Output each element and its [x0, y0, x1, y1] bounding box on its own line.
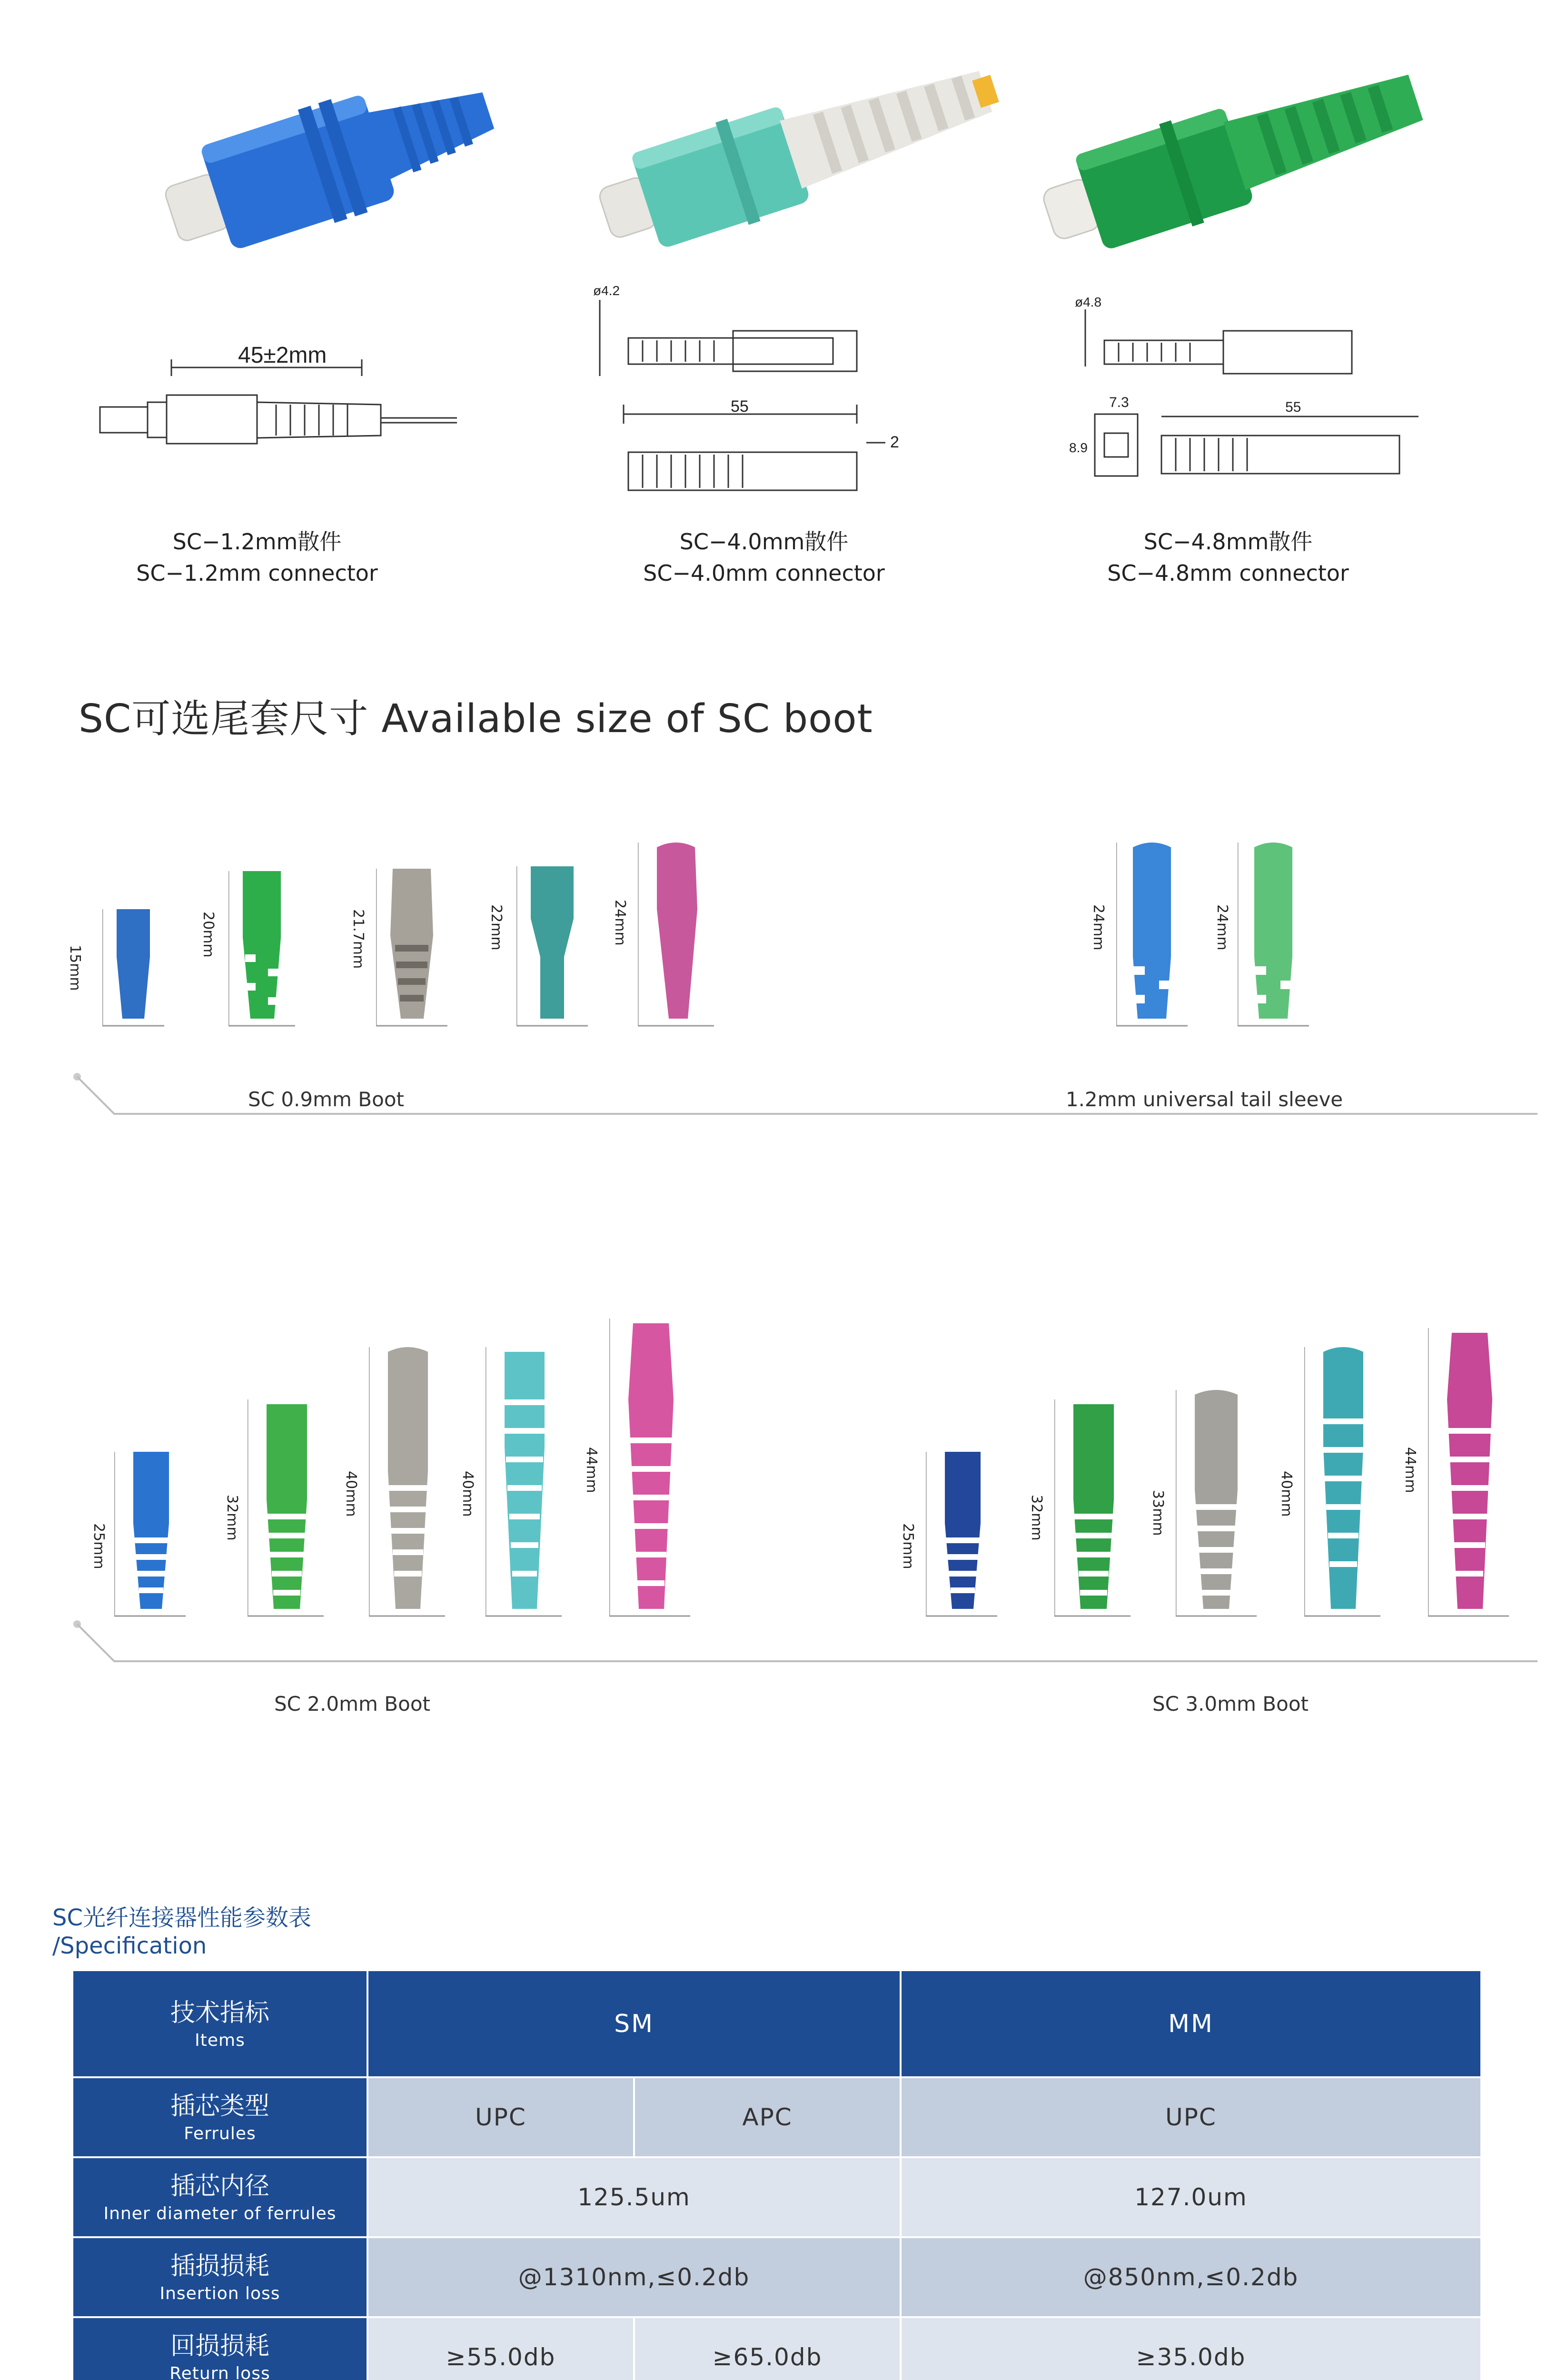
connector-caption-zh: SC−1.2mm散件 [172, 529, 342, 555]
spec-row-label-zh: 回损损耗 [170, 2332, 269, 2360]
boot-item [102, 904, 164, 1028]
boot-group-label: 1.2mm universal tail sleeve [1065, 1088, 1343, 1111]
boot-item [516, 862, 588, 1028]
spec-cell: UPC [367, 2077, 634, 2157]
boot-item [1116, 838, 1188, 1028]
connector-caption-3 [1014, 526, 1442, 589]
boot-group-sc-2.0-3.0 [0, 1314, 1567, 1733]
boot-item [1238, 838, 1309, 1028]
connector-caption-zh: SC−4.0mm散件 [679, 529, 849, 555]
boot-size-label: 44mm [583, 1447, 600, 1493]
connector-caption-en: SC−4.8mm connector [1107, 560, 1349, 586]
spec-row-label [72, 2317, 367, 2380]
boot-size-label: 21.7mm [350, 909, 367, 969]
boot-item [1304, 1342, 1380, 1618]
spec-header-items [72, 1970, 367, 2077]
boot-item [609, 1314, 690, 1618]
spec-cell: UPC [901, 2077, 1481, 2157]
spec-row-insertion-loss [72, 2237, 1481, 2317]
boot-size-label: 24mm [1090, 904, 1107, 951]
boot-size-label: 33mm [1150, 1490, 1166, 1536]
spec-row-label-en: Insertion loss [159, 2284, 280, 2303]
boot-size-label: 22mm [488, 904, 505, 951]
boot-size-label: 25mm [900, 1523, 916, 1569]
boot-item [248, 1395, 324, 1618]
spec-cell: @850nm,≤0.2db [901, 2237, 1481, 2317]
boot-size-label: 32mm [1028, 1495, 1045, 1541]
boot-item [114, 1447, 186, 1618]
connector-drawing-sc-4.0 [590, 281, 933, 509]
boot-size-label: 15mm [67, 945, 83, 991]
connector-drawing-sc-4.8 [1066, 295, 1438, 505]
boot-group-sc-0.9 [0, 819, 1567, 1152]
boot-size-label: 25mm [90, 1523, 107, 1569]
boot-size-label: 44mm [1402, 1447, 1418, 1493]
connector-caption-1 [43, 526, 471, 589]
spec-header-items-zh: 技术指标 [170, 1998, 269, 2027]
spec-row-label [72, 2237, 367, 2317]
connector-caption-2 [550, 526, 978, 589]
boot-baseline [71, 1618, 1547, 1676]
boot-size-label: 24mm [612, 900, 628, 946]
spec-header-mm-text: MM [1168, 2009, 1214, 2038]
spec-title-zh: SC光纤连接器性能参数表 [52, 1904, 311, 1931]
connector-caption-en: SC−1.2mm connector [136, 560, 378, 586]
dim-text-73: 7.3 [1109, 395, 1129, 410]
spec-row-ferrules [72, 2077, 1481, 2157]
boot-item [486, 1342, 562, 1618]
spec-cell: ≥35.0db [901, 2317, 1481, 2380]
boot-size-label: 24mm [1214, 904, 1230, 951]
spec-header-items-en: Items [195, 2030, 245, 2050]
spec-cell: 127.0um [901, 2157, 1481, 2237]
spec-row-label-zh: 插芯内径 [170, 2172, 269, 2201]
connector-drawing-sc-1.2 [95, 333, 466, 457]
spec-table [71, 1969, 1482, 2380]
spec-row-label-zh: 插芯类型 [170, 2092, 269, 2121]
spec-row-label-en: Inner diameter of ferrules [103, 2204, 337, 2223]
connector-photo-sc-4.8 [1009, 38, 1438, 267]
dim-text-dia48: ø4.8 [1075, 295, 1102, 309]
connector-photo-sc-4.0 [576, 38, 1004, 267]
spec-header-row [72, 1970, 1481, 2077]
spec-row-label-zh: 插损损耗 [170, 2252, 269, 2281]
boot-size-label: 32mm [224, 1495, 240, 1541]
boot-item [369, 1342, 445, 1618]
boot-size-label: 40mm [343, 1471, 359, 1517]
spec-row-label [72, 2077, 367, 2157]
spec-row-inner-diameter [72, 2157, 1481, 2237]
spec-row-label [72, 2157, 367, 2237]
boot-item [1054, 1395, 1131, 1618]
boot-size-label: 20mm [200, 912, 217, 958]
spec-header-sm [367, 1970, 901, 2077]
spec-cell: ≥65.0db [634, 2317, 901, 2380]
boot-item [1176, 1385, 1257, 1618]
boot-item [228, 866, 295, 1028]
spec-title-en: /Specification [52, 1933, 207, 1959]
boot-group-label: SC 3.0mm Boot [1152, 1692, 1309, 1716]
boot-size-label: 40mm [1278, 1471, 1295, 1517]
dim-text-89: 8.9 [1069, 440, 1088, 455]
spec-row-label-en: Ferrules [184, 2124, 256, 2143]
boot-item [926, 1447, 997, 1618]
spec-row-label-en: Return loss [169, 2364, 270, 2380]
connector-caption-en: SC−4.0mm connector [643, 560, 885, 586]
spec-header-sm-text: SM [614, 2009, 654, 2038]
spec-row-return-loss [72, 2317, 1481, 2380]
connector-photo-sc-1.2 [95, 43, 524, 309]
spec-header-mm [901, 1970, 1481, 2077]
spec-cell: APC [634, 2077, 901, 2157]
dim-text-45: 45±2mm [238, 343, 327, 368]
boot-group-label: SC 0.9mm Boot [248, 1088, 404, 1111]
boot-item [638, 838, 714, 1028]
dim-text-55b: 55 [1285, 399, 1301, 415]
connector-caption-zh: SC−4.8mm散件 [1143, 529, 1313, 555]
boot-size-label: 40mm [459, 1471, 476, 1517]
boot-item [1428, 1323, 1509, 1618]
spec-cell: 125.5um [367, 2157, 901, 2237]
boot-item [376, 864, 447, 1028]
dim-text-2: 2 [890, 433, 899, 451]
spec-cell: ≥55.0db [367, 2317, 634, 2380]
dim-text-dia42: ø4.2 [593, 283, 620, 298]
spec-cell: @1310nm,≤0.2db [367, 2237, 901, 2317]
boot-group-label: SC 2.0mm Boot [274, 1692, 430, 1716]
boot-section-title: SC可选尾套尺寸 Available size of SC boot [79, 696, 873, 742]
dim-text-55: 55 [731, 397, 749, 416]
